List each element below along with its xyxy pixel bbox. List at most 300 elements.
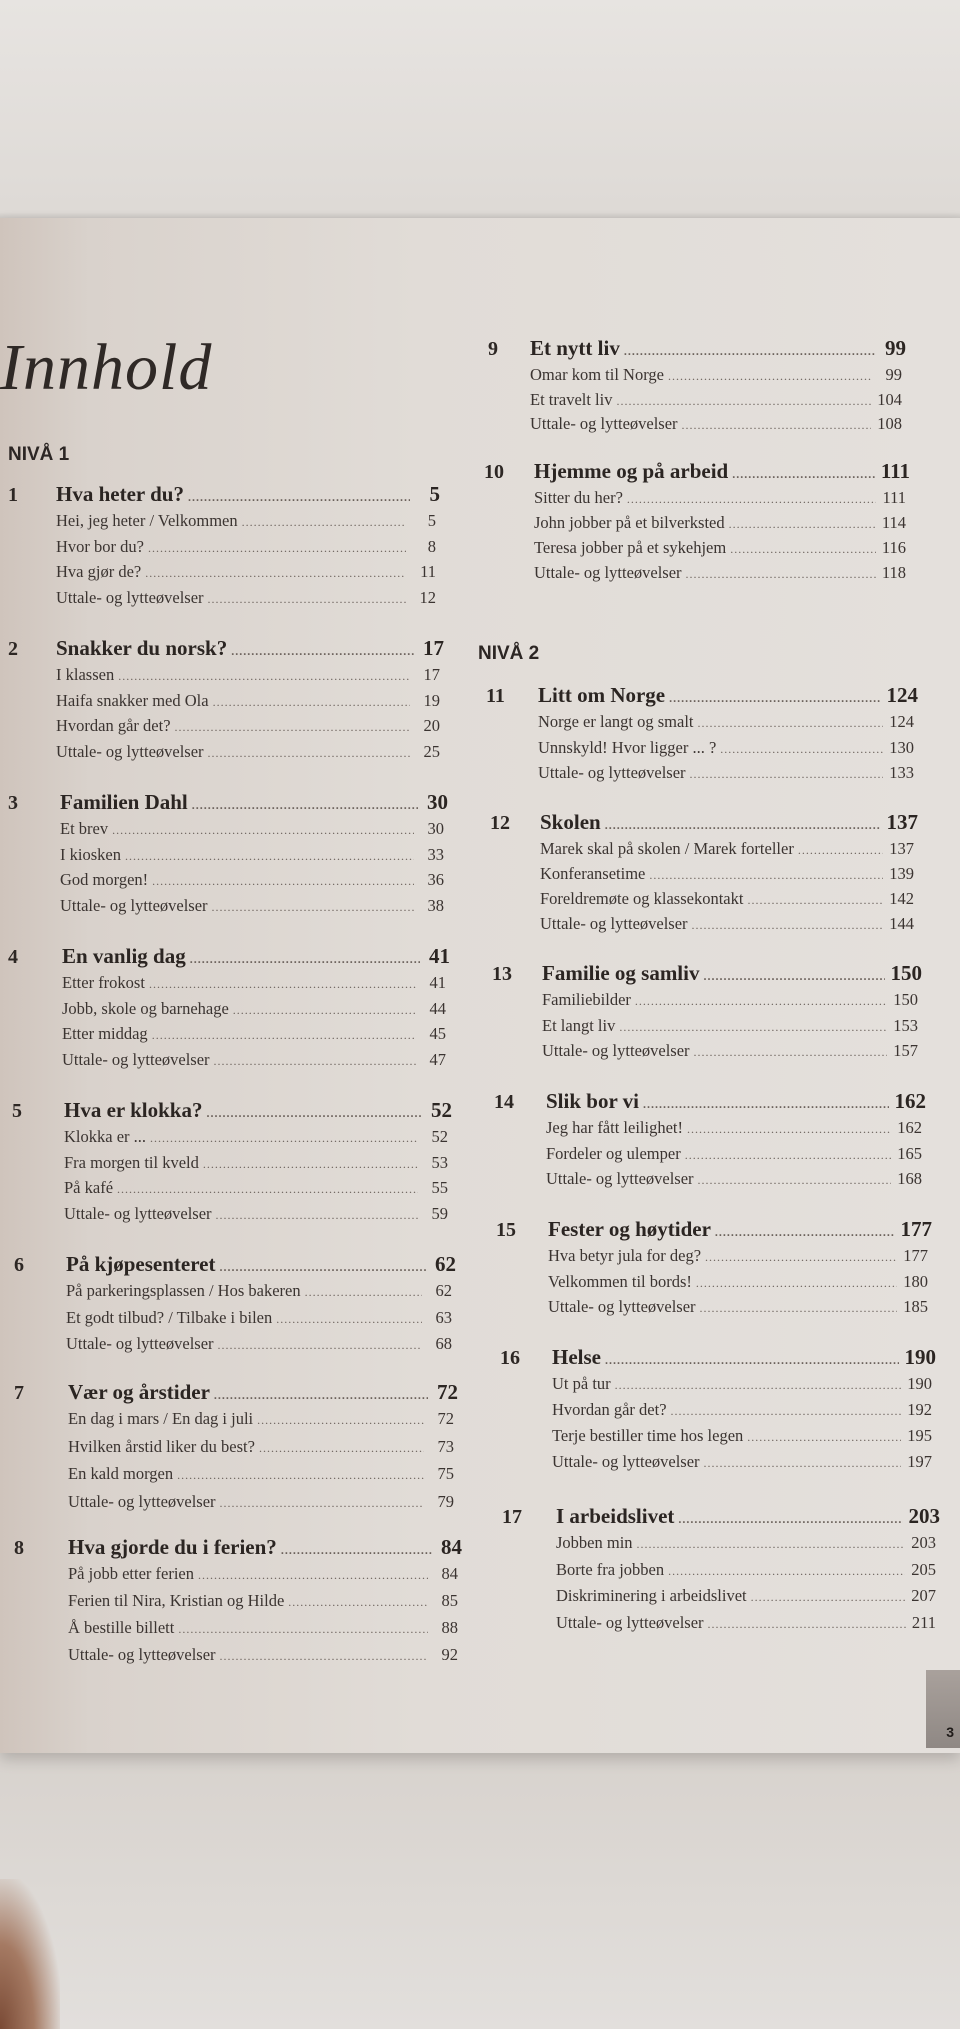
chapter-title: I arbeidslivet — [556, 1504, 675, 1528]
section-row[interactable] — [66, 1308, 452, 1328]
dot-leader — [730, 542, 876, 557]
section-row[interactable] — [530, 414, 902, 434]
section-row[interactable] — [540, 889, 914, 909]
section-page: 118 — [881, 563, 906, 582]
dot-leader — [703, 969, 884, 984]
section-row[interactable] — [546, 1169, 922, 1189]
section-page: 45 — [429, 1024, 446, 1043]
section-title: Etter frokost — [62, 973, 145, 992]
section-page: 44 — [429, 999, 446, 1018]
dot-leader — [685, 1148, 892, 1163]
section-row[interactable] — [68, 1591, 458, 1611]
section-row[interactable] — [68, 1464, 454, 1484]
dot-leader — [148, 541, 406, 556]
chapter-number: 1 — [8, 484, 18, 506]
section-page: 177 — [903, 1246, 928, 1265]
section-title: En dag i mars / En dag i juli — [68, 1409, 254, 1428]
chapter-page: 52 — [431, 1098, 452, 1122]
dot-leader — [220, 1649, 428, 1664]
dot-leader — [615, 1378, 902, 1393]
chapter-number: 4 — [8, 946, 18, 968]
dot-leader — [649, 868, 883, 883]
chapter-page: 62 — [435, 1252, 456, 1276]
chapter-page: 111 — [880, 459, 910, 483]
section-page: 195 — [907, 1426, 932, 1445]
section-page: 38 — [427, 896, 444, 915]
section-page: 108 — [877, 414, 902, 433]
section-title: Klokka er ... — [64, 1127, 147, 1146]
section-title: Uttale- og lytteøvelser — [64, 1204, 212, 1223]
chapter-title: Fester og høytider — [548, 1217, 711, 1241]
dot-leader — [747, 893, 883, 908]
section-row[interactable] — [542, 1041, 918, 1061]
dot-leader — [696, 1276, 897, 1291]
section-page: 203 — [911, 1533, 936, 1552]
chapter-number: 9 — [488, 338, 498, 360]
section-title: Konferansetime — [540, 864, 646, 883]
section-title: Uttale- og lytteøvelser — [60, 896, 208, 915]
section-row[interactable] — [552, 1426, 932, 1446]
chapter-title: Familie og samliv — [542, 961, 700, 985]
section-page: 11 — [420, 562, 436, 581]
section-page: 114 — [881, 513, 906, 532]
section-page: 8 — [427, 537, 436, 556]
section-page: 88 — [441, 1618, 458, 1637]
chapter-title: En vanlig dag — [62, 944, 186, 968]
dot-leader — [216, 1208, 418, 1223]
section-row[interactable] — [556, 1613, 936, 1633]
section-page: 53 — [431, 1153, 448, 1172]
section-row[interactable] — [534, 563, 906, 583]
chapter-page: 124 — [886, 683, 918, 707]
section-title: Teresa jobber på et sykehjem — [534, 538, 727, 557]
section-row[interactable] — [548, 1246, 928, 1266]
section-row[interactable] — [56, 742, 440, 762]
chapter-title: Hva er klokka? — [64, 1098, 203, 1122]
section-title: Uttale- og lytteøvelser — [66, 1334, 214, 1353]
chapter-number: 10 — [484, 461, 504, 483]
dot-leader — [175, 720, 410, 735]
chapter-page: 17 — [423, 636, 444, 660]
section-row[interactable] — [56, 665, 440, 685]
section-page: 17 — [423, 665, 440, 684]
dot-leader — [208, 746, 410, 761]
dot-leader — [671, 1404, 902, 1419]
chapter-title: Et nytt liv — [530, 336, 620, 360]
section-row[interactable] — [56, 691, 440, 711]
section-row[interactable] — [56, 716, 440, 736]
section-title: Et travelt liv — [530, 390, 613, 409]
section-page: 205 — [911, 1560, 936, 1579]
chapter-number: 12 — [490, 812, 510, 834]
dot-leader — [627, 492, 876, 507]
section-title: Marek skal på skolen / Marek forteller — [540, 839, 794, 858]
section-page: 180 — [903, 1272, 928, 1291]
section-row[interactable] — [552, 1400, 932, 1420]
section-page: 62 — [435, 1281, 452, 1300]
section-page: 92 — [441, 1645, 458, 1664]
section-page: 19 — [423, 691, 440, 710]
dot-leader — [635, 994, 887, 1009]
chapter-title: Litt om Norge — [538, 683, 666, 707]
section-title: Velkommen til bords! — [548, 1272, 692, 1291]
section-title: Uttale- og lytteøvelser — [538, 763, 686, 782]
section-page: 139 — [889, 864, 914, 883]
section-page: 192 — [907, 1400, 932, 1419]
chapter-number: 3 — [8, 792, 18, 814]
dot-leader — [214, 1388, 428, 1403]
chapter-title-row[interactable] — [68, 1535, 462, 1560]
dot-leader — [214, 1054, 416, 1069]
chapter-title-row[interactable] — [548, 1217, 932, 1242]
chapter-title-row[interactable] — [546, 1089, 926, 1114]
section-title: Hvordan går det? — [56, 716, 171, 735]
section-row[interactable] — [68, 1645, 458, 1665]
section-page: 79 — [437, 1492, 454, 1511]
section-page: 52 — [431, 1127, 448, 1146]
dot-leader — [708, 1617, 906, 1632]
chapter-number: 6 — [14, 1254, 24, 1276]
section-title: Norge er langt og smalt — [538, 712, 694, 731]
dot-leader — [118, 669, 410, 684]
chapter-page: 162 — [894, 1089, 926, 1113]
dot-leader — [112, 823, 414, 838]
section-row[interactable] — [56, 562, 436, 582]
section-row[interactable] — [60, 845, 444, 865]
section-title: Uttale- og lytteøvelser — [552, 1452, 700, 1471]
section-title: På parkeringsplassen / Hos bakeren — [66, 1281, 301, 1300]
section-page: 47 — [429, 1050, 446, 1069]
section-row[interactable] — [556, 1533, 936, 1553]
section-title: Haifa snakker med Ola — [56, 691, 209, 710]
section-title: Hei, jeg heter / Velkommen — [56, 511, 238, 530]
dot-leader — [700, 1301, 898, 1316]
dot-leader — [203, 1157, 418, 1172]
dot-leader — [747, 1430, 901, 1445]
section-title: Uttale- og lytteøvelser — [68, 1492, 216, 1511]
section-row[interactable] — [68, 1564, 458, 1584]
section-row[interactable] — [530, 365, 902, 385]
section-row[interactable] — [60, 870, 444, 890]
chapter-title: Snakker du norsk? — [56, 636, 228, 660]
section-row[interactable] — [542, 990, 918, 1010]
section-title: Terje bestiller time hos legen — [552, 1426, 744, 1445]
dot-leader — [220, 1496, 424, 1511]
section-title: Ut på tur — [552, 1374, 611, 1393]
section-row[interactable] — [60, 819, 444, 839]
section-title: Hvilken årstid liker du best? — [68, 1437, 255, 1456]
dot-leader — [178, 1622, 428, 1637]
section-row[interactable] — [56, 588, 436, 608]
dot-leader — [212, 900, 414, 915]
section-row[interactable] — [530, 390, 902, 410]
chapter-title: Skolen — [540, 810, 601, 834]
section-page: 30 — [427, 819, 444, 838]
chapter-number: 2 — [8, 638, 18, 660]
chapter-number: 16 — [500, 1347, 520, 1369]
dot-leader — [150, 1131, 418, 1146]
dot-leader — [231, 644, 414, 659]
chapter-title-row[interactable] — [542, 961, 922, 986]
dot-leader — [678, 1512, 902, 1527]
section-title: John jobber på et bilverksted — [534, 513, 725, 532]
chapter-page: 84 — [441, 1535, 462, 1559]
dot-leader — [705, 1250, 897, 1265]
dot-leader — [698, 1173, 892, 1188]
section-page: 207 — [911, 1586, 936, 1605]
section-row[interactable] — [538, 763, 914, 783]
chapter-title-row[interactable] — [68, 1380, 458, 1405]
section-row[interactable] — [62, 973, 446, 993]
section-page: 133 — [889, 763, 914, 782]
chapter-page: 72 — [437, 1380, 458, 1404]
section-title: Jeg har fått leilighet! — [546, 1118, 683, 1137]
dot-leader — [798, 843, 883, 858]
table-corner — [0, 1879, 60, 2029]
dot-leader — [682, 418, 872, 433]
section-title: Diskriminering i arbeidslivet — [556, 1586, 747, 1605]
dot-leader — [720, 742, 883, 757]
dot-leader — [715, 1225, 895, 1240]
chapter-title-row[interactable] — [540, 810, 918, 835]
section-title: Hvordan går det? — [552, 1400, 667, 1419]
dot-leader — [177, 1468, 424, 1483]
level-heading-2: NIVÅ 2 — [478, 643, 540, 664]
dot-leader — [233, 1003, 416, 1018]
chapter-page: 99 — [885, 336, 906, 360]
section-row[interactable] — [538, 712, 914, 732]
section-row[interactable] — [534, 513, 906, 533]
section-row[interactable] — [548, 1297, 928, 1317]
section-row[interactable] — [68, 1409, 454, 1429]
dot-leader — [208, 592, 406, 607]
dot-leader — [145, 566, 406, 581]
section-title: Hva betyr jula for deg? — [548, 1246, 702, 1265]
chapter-number: 17 — [502, 1506, 522, 1528]
chapter-title: På kjøpesenteret — [66, 1252, 216, 1276]
section-page: 144 — [889, 914, 914, 933]
section-title: Ferien til Nira, Kristian og Hilde — [68, 1591, 285, 1610]
section-row[interactable] — [66, 1334, 452, 1354]
section-page: 99 — [885, 365, 902, 384]
section-row[interactable] — [552, 1374, 932, 1394]
section-row[interactable] — [66, 1281, 452, 1301]
section-page: 190 — [907, 1374, 932, 1393]
section-title: Uttale- og lytteøvelser — [540, 914, 688, 933]
section-title: Omar kom til Norge — [530, 365, 664, 384]
section-page: 197 — [907, 1452, 932, 1471]
section-row[interactable] — [546, 1118, 922, 1138]
section-title: Et brev — [60, 819, 109, 838]
section-row[interactable] — [64, 1178, 448, 1198]
dot-leader — [259, 1441, 424, 1456]
section-row[interactable] — [62, 1024, 446, 1044]
section-row[interactable] — [534, 488, 906, 508]
dot-leader — [686, 567, 876, 582]
section-row[interactable] — [542, 1016, 918, 1036]
section-row[interactable] — [548, 1272, 928, 1292]
chapter-title-row[interactable] — [62, 944, 450, 969]
dot-leader — [751, 1590, 906, 1605]
section-title: Uttale- og lytteøvelser — [68, 1645, 216, 1664]
dot-leader — [242, 515, 406, 530]
dot-leader — [257, 1413, 424, 1428]
chapter-title-row[interactable] — [64, 1098, 452, 1123]
section-title: Uttale- og lytteøvelser — [62, 1050, 210, 1069]
section-row[interactable] — [60, 896, 444, 916]
section-row[interactable] — [68, 1492, 454, 1512]
chapter-title: Hva gjorde du i ferien? — [68, 1535, 277, 1559]
chapter-page: 137 — [886, 810, 918, 834]
section-page: 20 — [423, 716, 440, 735]
section-page: 5 — [427, 511, 436, 530]
section-page: 72 — [437, 1409, 454, 1428]
page-number: 3 — [946, 1724, 954, 1740]
section-row[interactable] — [62, 1050, 446, 1070]
section-title: Uttale- og lytteøvelser — [546, 1169, 694, 1188]
level-heading-1: NIVÅ 1 — [8, 444, 70, 465]
chapter-page: 150 — [890, 961, 922, 985]
chapter-title-row[interactable] — [534, 459, 910, 484]
dot-leader — [190, 952, 420, 967]
section-row[interactable] — [556, 1560, 936, 1580]
chapter-title: Hjemme og på arbeid — [534, 459, 729, 483]
dot-leader — [206, 1106, 422, 1121]
chapter-number: 5 — [12, 1100, 22, 1122]
dot-leader — [694, 1045, 888, 1060]
chapter-number: 14 — [494, 1091, 514, 1113]
chapter-title-row[interactable] — [538, 683, 918, 708]
section-row[interactable] — [64, 1204, 448, 1224]
chapter-title: Vær og årstider — [68, 1380, 210, 1404]
chapter-page: 190 — [904, 1345, 936, 1369]
section-row[interactable] — [56, 511, 436, 531]
section-row[interactable] — [62, 999, 446, 1019]
chapter-title-row[interactable] — [66, 1252, 456, 1277]
section-page: 165 — [897, 1144, 922, 1163]
dot-leader — [616, 394, 871, 409]
section-page: 111 — [882, 488, 906, 507]
chapter-page: 203 — [908, 1504, 940, 1528]
section-page: 75 — [437, 1464, 454, 1483]
section-title: I klassen — [56, 665, 115, 684]
dot-leader — [149, 977, 416, 992]
section-title: Etter middag — [62, 1024, 148, 1043]
section-page: 84 — [441, 1564, 458, 1583]
section-row[interactable] — [64, 1153, 448, 1173]
dot-leader — [668, 1564, 905, 1579]
chapter-title: Slik bor vi — [546, 1089, 639, 1113]
section-row[interactable] — [68, 1618, 458, 1638]
section-title: Hvor bor du? — [56, 537, 144, 556]
section-page: 55 — [431, 1178, 448, 1197]
section-row[interactable] — [538, 738, 914, 758]
dot-leader — [732, 467, 875, 482]
dot-leader — [188, 490, 410, 505]
section-title: Hva gjør de? — [56, 562, 142, 581]
section-row[interactable] — [552, 1452, 932, 1472]
chapter-title-row[interactable] — [60, 790, 448, 815]
section-row[interactable] — [64, 1127, 448, 1147]
chapter-number: 13 — [492, 963, 512, 985]
dot-leader — [619, 1020, 887, 1035]
thumb-tab — [926, 1670, 960, 1748]
section-title: Uttale- og lytteøvelser — [56, 588, 204, 607]
section-title: Jobben min — [556, 1533, 633, 1552]
chapter-number: 15 — [496, 1219, 516, 1241]
section-title: Uttale- og lytteøvelser — [556, 1613, 704, 1632]
section-title: På jobb etter ferien — [68, 1564, 194, 1583]
dot-leader — [152, 1028, 416, 1043]
chapter-title-row[interactable] — [56, 636, 444, 661]
section-page: 104 — [877, 390, 902, 409]
section-page: 157 — [893, 1041, 918, 1060]
section-row[interactable] — [68, 1437, 454, 1457]
chapter-page: 30 — [427, 790, 448, 814]
section-row[interactable] — [540, 914, 914, 934]
dot-leader — [192, 798, 418, 813]
chapter-title-row[interactable] — [530, 336, 906, 361]
section-page: 85 — [441, 1591, 458, 1610]
dot-leader — [125, 849, 414, 864]
section-row[interactable] — [534, 538, 906, 558]
dot-leader — [117, 1182, 418, 1197]
section-page: 36 — [427, 870, 444, 889]
section-title: I kiosken — [60, 845, 121, 864]
section-title: Familiebilder — [542, 990, 631, 1009]
dot-leader — [668, 369, 872, 384]
section-page: 25 — [423, 742, 440, 761]
chapter-number: 11 — [486, 685, 505, 707]
dot-leader — [605, 818, 881, 833]
chapter-page: 177 — [900, 1217, 932, 1241]
section-page: 12 — [419, 588, 436, 607]
chapter-number: 7 — [14, 1382, 24, 1404]
dot-leader — [624, 344, 876, 359]
dot-leader — [305, 1285, 422, 1300]
section-title: På kafé — [64, 1178, 114, 1197]
chapter-title-row[interactable] — [552, 1345, 936, 1370]
chapter-title-row[interactable] — [56, 482, 440, 507]
section-page: 130 — [889, 738, 914, 757]
dot-leader — [288, 1595, 428, 1610]
section-title: God morgen! — [60, 870, 149, 889]
chapter-title-row[interactable] — [556, 1504, 940, 1529]
dot-leader — [281, 1543, 432, 1558]
section-row[interactable] — [540, 864, 914, 884]
section-row[interactable] — [56, 537, 436, 557]
section-title: Uttale- og lytteøvelser — [534, 563, 682, 582]
section-title: Sitter du her? — [534, 488, 623, 507]
section-page: 162 — [897, 1118, 922, 1137]
section-title: Et godt tilbud? / Tilbake i bilen — [66, 1308, 273, 1327]
section-title: En kald morgen — [68, 1464, 174, 1483]
chapter-page: 5 — [429, 482, 440, 506]
section-row[interactable] — [556, 1586, 936, 1606]
section-page: 41 — [429, 973, 446, 992]
dot-leader — [729, 517, 876, 532]
dot-leader — [669, 691, 880, 706]
dot-leader — [692, 918, 884, 933]
section-title: Borte fra jobben — [556, 1560, 665, 1579]
section-page: 150 — [893, 990, 918, 1009]
section-page: 211 — [911, 1613, 936, 1632]
section-page: 153 — [893, 1016, 918, 1035]
section-page: 63 — [435, 1308, 452, 1327]
section-row[interactable] — [540, 839, 914, 859]
chapter-number: 8 — [14, 1537, 24, 1559]
section-row[interactable] — [546, 1144, 922, 1164]
